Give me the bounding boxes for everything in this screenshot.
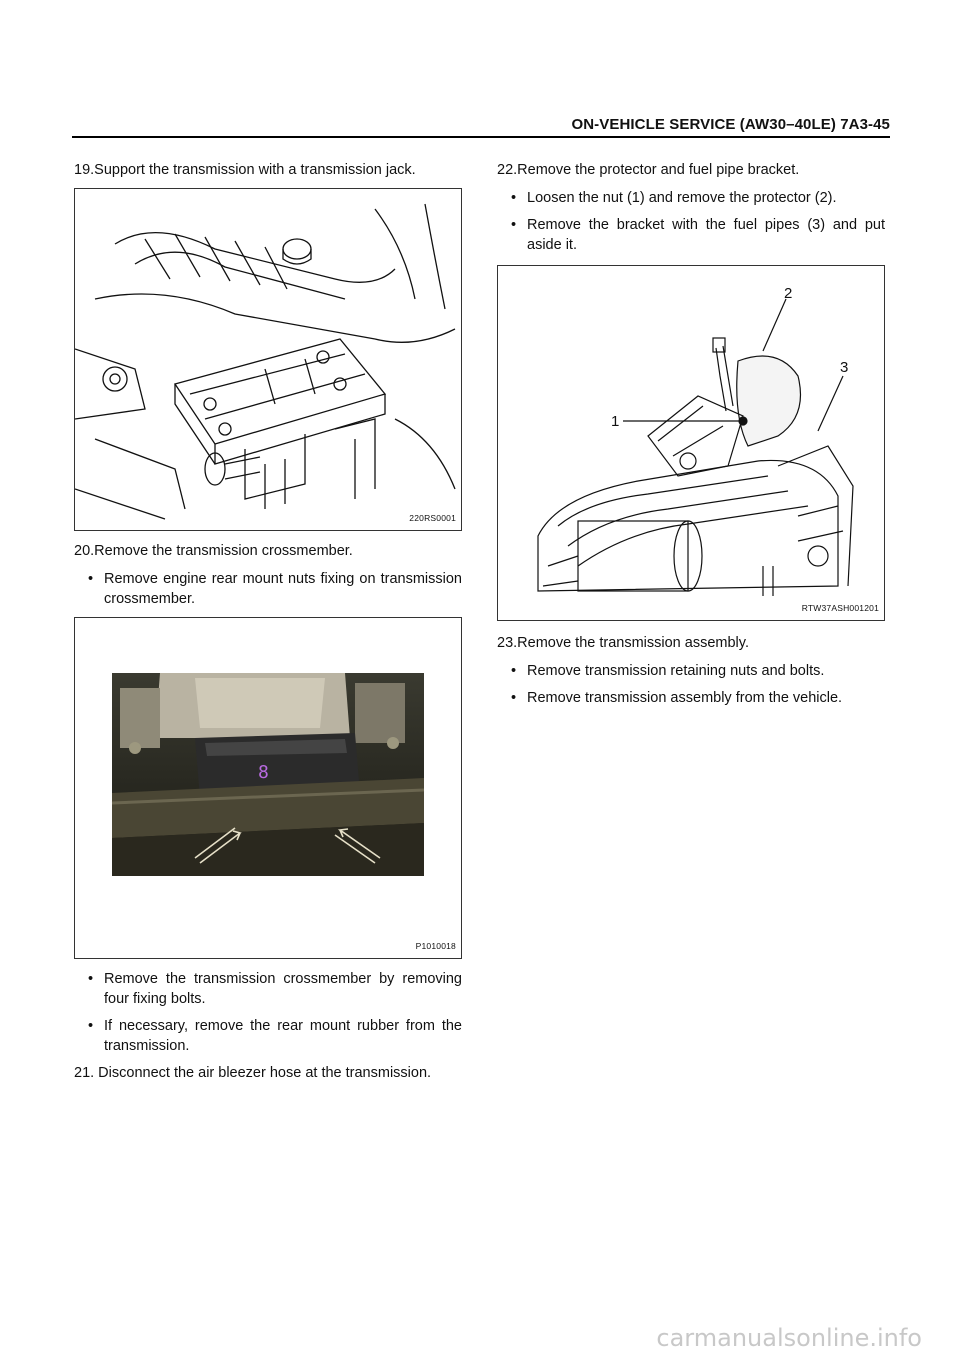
header-rule — [72, 136, 890, 138]
step-20-bullet-1: • Remove engine rear mount nuts fixing on transmission crossmember. — [74, 569, 462, 609]
step-20-bullet-3: • If necessary, remove the rear mount rubber from the transmission. — [74, 1016, 462, 1056]
step-19: 19.Support the transmission with a transmission jack. — [74, 162, 416, 178]
page-header: ON-VEHICLE SERVICE (AW30–40LE) 7A3-45 — [571, 116, 890, 133]
crossmember-photo — [75, 618, 461, 958]
step-22-bullet-1: • Loosen the nut (1) and remove the protector (2). — [497, 188, 885, 208]
left-column — [74, 160, 462, 1091]
step-20: 20.Remove the transmission crossmember. — [74, 543, 353, 559]
right-column — [497, 160, 885, 715]
figure-code: P1010018 — [415, 941, 456, 951]
protector-bracket-illustration — [498, 266, 886, 620]
step-20-bullet-2: • Remove the transmission crossmember by removing four fixing bolts. — [74, 969, 462, 1009]
step-23-bullet-1: • Remove transmission retaining nuts and bolts. — [497, 661, 885, 681]
svg-text:8: 8 — [258, 762, 269, 783]
watermark: carmanualsonline.info — [656, 1324, 922, 1352]
figure-code: 220RS0001 — [409, 513, 456, 523]
figure-transmission-jack — [74, 188, 462, 531]
figure-protector-bracket — [497, 265, 885, 621]
step-23: 23.Remove the transmission assembly. — [497, 635, 749, 651]
step-21: 21. Disconnect the air bleezer hose at the transmission. — [74, 1065, 432, 1081]
step-22-bullet-2: • Remove the bracket with the fuel pipes (3) and put aside it. — [497, 215, 885, 255]
transmission-jack-illustration — [75, 189, 461, 530]
figure-code: RTW37ASH001201 — [801, 603, 879, 613]
callout-2: 2 — [784, 285, 793, 302]
step-22: 22.Remove the protector and fuel pipe bracket. — [497, 162, 800, 178]
figure-crossmember-photo — [74, 617, 462, 959]
callout-1: 1 — [611, 413, 620, 430]
step-23-bullet-2: • Remove transmission assembly from the vehicle. — [497, 688, 885, 708]
callout-3: 3 — [840, 359, 849, 376]
